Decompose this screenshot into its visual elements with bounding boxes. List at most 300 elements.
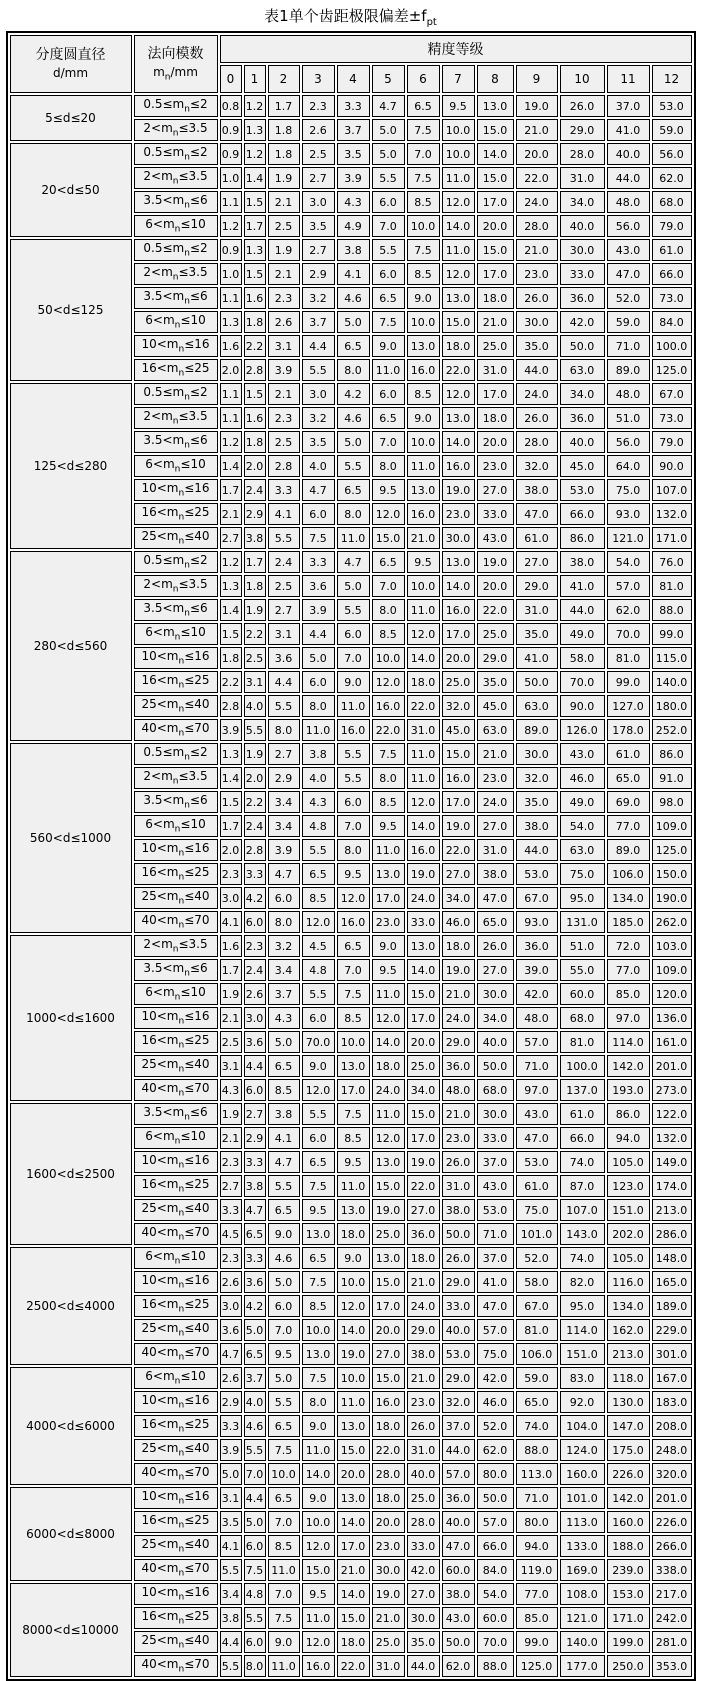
deviation-value-cell: 2.1: [268, 263, 300, 285]
deviation-value-cell: 34.0: [442, 887, 475, 909]
module-range-cell: $2<m_n\le 3.5$: [134, 575, 218, 597]
deviation-value-cell: 2.6: [268, 311, 300, 333]
deviation-value-cell: 2.1: [220, 1127, 242, 1149]
deviation-value-cell: 3.5: [220, 1511, 242, 1533]
deviation-value-cell: 26.0: [560, 95, 605, 117]
deviation-value-cell: 83.0: [560, 1367, 605, 1389]
module-range-subscript: n: [174, 1376, 181, 1387]
module-range-subscript: n: [178, 1544, 185, 1555]
deviation-value-cell: 25.0: [372, 1223, 405, 1245]
deviation-value-cell: 12.0: [442, 383, 475, 405]
deviation-value-cell: 71.0: [516, 1055, 558, 1077]
deviation-value-cell: 15.0: [407, 983, 440, 1005]
module-range-cell: $3.5<m_n\le 6$: [134, 791, 218, 813]
deviation-value-cell: 21.0: [372, 1607, 405, 1629]
table-row: [10, 1487, 692, 1509]
deviation-value-cell: 4.8: [244, 1583, 266, 1605]
deviation-value-cell: 320.0: [652, 1463, 692, 1485]
module-range-subscript: n: [178, 1400, 185, 1411]
deviation-value-cell: 17.0: [442, 791, 475, 813]
deviation-value-cell: 4.7: [244, 1199, 266, 1221]
deviation-value-cell: 2.0: [244, 455, 266, 477]
deviation-value-cell: 199.0: [607, 1631, 650, 1653]
deviation-value-cell: 68.0: [652, 191, 692, 213]
deviation-value-cell: 25.0: [477, 335, 514, 357]
deviation-value-cell: 3.4: [268, 791, 300, 813]
deviation-value-cell: 6.5: [268, 1199, 300, 1221]
deviation-value-cell: 47.0: [607, 263, 650, 285]
deviation-value-cell: 45.0: [442, 719, 475, 741]
deviation-value-cell: 40.0: [560, 431, 605, 453]
deviation-value-cell: 3.3: [244, 1247, 266, 1269]
deviation-value-cell: 52.0: [607, 287, 650, 309]
deviation-value-cell: 1.1: [220, 287, 242, 309]
deviation-value-cell: 42.0: [516, 983, 558, 1005]
deviation-value-cell: 4.2: [244, 1295, 266, 1317]
deviation-value-cell: 132.0: [652, 1127, 692, 1149]
deviation-value-cell: 7.5: [407, 119, 440, 141]
deviation-value-cell: 97.0: [607, 1007, 650, 1029]
deviation-value-cell: 160.0: [607, 1511, 650, 1533]
deviation-value-cell: 80.0: [516, 1511, 558, 1533]
deviation-value-cell: 1.9: [220, 983, 242, 1005]
deviation-value-cell: 21.0: [477, 311, 514, 333]
deviation-value-cell: 16.0: [442, 767, 475, 789]
deviation-value-cell: 6.5: [372, 407, 405, 429]
module-range-cell: $6<m_n\le 10$: [134, 311, 218, 333]
module-symbol: m: [153, 64, 165, 79]
deviation-value-cell: 189.0: [652, 1295, 692, 1317]
module-range-subscript: n: [174, 464, 181, 475]
module-range-subscript: n: [178, 1328, 185, 1339]
deviation-value-cell: 121.0: [560, 1607, 605, 1629]
module-range-cell: $40<m_n\le 70$: [134, 1079, 218, 1101]
deviation-value-cell: 12.0: [337, 887, 370, 909]
deviation-value-cell: 1.4: [244, 167, 266, 189]
deviation-value-cell: 13.0: [302, 1343, 335, 1365]
deviation-value-cell: 8.5: [337, 1127, 370, 1149]
deviation-value-cell: 5.0: [268, 1271, 300, 1293]
module-range-subscript: n: [178, 1496, 185, 1507]
deviation-value-cell: 11.0: [302, 719, 335, 741]
module-range-subscript: n: [184, 104, 190, 115]
deviation-value-cell: 190.0: [652, 887, 692, 909]
deviation-value-cell: 92.0: [560, 1391, 605, 1413]
deviation-value-cell: 5.5: [337, 743, 370, 765]
deviation-value-cell: 5.0: [220, 1463, 242, 1485]
grade-column-header: 11: [607, 65, 650, 93]
module-range-subscript: n: [184, 440, 190, 451]
deviation-value-cell: 2.1: [220, 1007, 242, 1029]
deviation-value-cell: 15.0: [302, 1559, 335, 1581]
deviation-value-cell: 1.1: [220, 383, 242, 405]
deviation-value-cell: 20.0: [477, 431, 514, 453]
deviation-value-cell: 85.0: [607, 983, 650, 1005]
deviation-value-cell: 33.0: [442, 1295, 475, 1317]
deviation-value-cell: 6.0: [244, 1079, 266, 1101]
deviation-value-cell: 64.0: [607, 455, 650, 477]
deviation-value-cell: 15.0: [477, 119, 514, 141]
deviation-value-cell: 57.0: [477, 1319, 514, 1341]
deviation-value-cell: 19.0: [442, 959, 475, 981]
deviation-value-cell: 7.5: [372, 311, 405, 333]
deviation-value-cell: 77.0: [607, 959, 650, 981]
module-range-cell: $2<m_n\le 3.5$: [134, 935, 218, 957]
deviation-value-cell: 80.0: [477, 1463, 514, 1485]
grade-column-header: 12: [652, 65, 692, 93]
deviation-value-cell: 1.2: [220, 215, 242, 237]
d-range-cell: 20<d≤50: [10, 143, 132, 237]
deviation-value-cell: 151.0: [560, 1343, 605, 1365]
deviation-value-cell: 160.0: [560, 1463, 605, 1485]
deviation-value-cell: 40.0: [477, 1031, 514, 1053]
deviation-value-cell: 67.0: [652, 383, 692, 405]
deviation-value-cell: 1.7: [220, 959, 242, 981]
deviation-value-cell: 85.0: [516, 1607, 558, 1629]
table-row: [10, 1367, 692, 1389]
module-range-cell: $0.5\le m_n\le 2$: [134, 239, 218, 261]
deviation-value-cell: 16.0: [372, 1391, 405, 1413]
deviation-value-cell: 65.0: [477, 911, 514, 933]
deviation-value-cell: 2.5: [268, 431, 300, 453]
module-range-cell: $6<m_n\le 10$: [134, 623, 218, 645]
deviation-value-cell: 62.0: [442, 1655, 475, 1677]
deviation-value-cell: 25.0: [442, 671, 475, 693]
deviation-value-cell: 132.0: [652, 503, 692, 525]
module-range-subscript: n: [172, 416, 179, 427]
module-range-cell: $0.5\le m_n\le 2$: [134, 383, 218, 405]
deviation-value-cell: 2.6: [244, 983, 266, 1005]
deviation-value-cell: 17.0: [372, 887, 405, 909]
deviation-value-cell: 18.0: [442, 335, 475, 357]
deviation-value-cell: 4.1: [337, 263, 370, 285]
deviation-value-cell: 23.0: [442, 1127, 475, 1149]
deviation-value-cell: 266.0: [652, 1535, 692, 1557]
deviation-value-cell: 126.0: [560, 719, 605, 741]
deviation-value-cell: 1.3: [244, 119, 266, 141]
title-subscript: pt: [426, 17, 437, 28]
deviation-value-cell: 118.0: [607, 1367, 650, 1389]
deviation-value-cell: 7.5: [337, 983, 370, 1005]
deviation-value-cell: 11.0: [407, 599, 440, 621]
deviation-value-cell: 5.0: [337, 431, 370, 453]
deviation-value-cell: 1.9: [268, 167, 300, 189]
deviation-value-cell: 6.0: [302, 503, 335, 525]
d-range-cell: 560<d≤1000: [10, 743, 132, 933]
module-range-subscript: n: [178, 656, 185, 667]
deviation-value-cell: 167.0: [652, 1367, 692, 1389]
deviation-value-cell: 2.7: [302, 239, 335, 261]
module-range-subscript: n: [178, 1664, 185, 1675]
deviation-value-cell: 17.0: [442, 623, 475, 645]
deviation-value-cell: 3.3: [268, 479, 300, 501]
module-range-subscript: n: [178, 1184, 185, 1195]
deviation-value-cell: 4.7: [337, 551, 370, 573]
deviation-value-cell: 34.0: [477, 1007, 514, 1029]
deviation-value-cell: 137.0: [560, 1079, 605, 1101]
deviation-value-cell: 18.0: [407, 671, 440, 693]
deviation-value-cell: 119.0: [516, 1559, 558, 1581]
deviation-value-cell: 16.0: [337, 911, 370, 933]
module-range-cell: $3.5<m_n\le 6$: [134, 959, 218, 981]
module-range-cell: $16<m_n\le 25$: [134, 1511, 218, 1533]
module-range-subscript: n: [178, 920, 185, 931]
deviation-value-cell: 21.0: [516, 119, 558, 141]
deviation-value-cell: 37.0: [477, 1247, 514, 1269]
module-range-subscript: n: [174, 1136, 181, 1147]
deviation-value-cell: 71.0: [477, 1223, 514, 1245]
deviation-value-cell: 74.0: [560, 1247, 605, 1269]
deviation-value-cell: 16.0: [407, 359, 440, 381]
deviation-value-cell: 1.5: [244, 191, 266, 213]
deviation-value-cell: 13.0: [372, 1247, 405, 1269]
module-range-cell: $25<m_n\le 40$: [134, 695, 218, 717]
deviation-value-cell: 15.0: [372, 1175, 405, 1197]
deviation-value-cell: 17.0: [337, 1079, 370, 1101]
deviation-value-cell: 33.0: [407, 1535, 440, 1557]
deviation-value-cell: 6.5: [302, 1151, 335, 1173]
deviation-value-cell: 31.0: [516, 599, 558, 621]
deviation-value-cell: 43.0: [442, 1607, 475, 1629]
deviation-value-cell: 2.8: [268, 455, 300, 477]
deviation-value-cell: 4.7: [220, 1343, 242, 1365]
deviation-value-cell: 14.0: [337, 1511, 370, 1533]
deviation-value-cell: 28.0: [372, 1463, 405, 1485]
deviation-value-cell: 5.5: [302, 839, 335, 861]
module-range-cell: $10<m_n\le 16$: [134, 1271, 218, 1293]
module-range-subscript: n: [178, 728, 185, 739]
deviation-value-cell: 183.0: [652, 1391, 692, 1413]
deviation-value-cell: 7.5: [407, 239, 440, 261]
deviation-value-cell: 7.0: [244, 1463, 266, 1485]
deviation-value-cell: 16.0: [337, 719, 370, 741]
deviation-value-cell: 1.7: [220, 815, 242, 837]
grade-column-header: 5: [372, 65, 405, 93]
deviation-value-cell: 2.5: [244, 647, 266, 669]
deviation-value-cell: 18.0: [477, 407, 514, 429]
deviation-value-cell: 3.3: [220, 1199, 242, 1221]
deviation-value-cell: 8.0: [302, 1391, 335, 1413]
grade-column-header: 9: [516, 65, 558, 93]
deviation-value-cell: 79.0: [652, 215, 692, 237]
deviation-value-cell: 25.0: [407, 1487, 440, 1509]
deviation-value-cell: 0.9: [220, 239, 242, 261]
deviation-value-cell: 89.0: [516, 719, 558, 741]
deviation-value-cell: 67.0: [516, 1295, 558, 1317]
deviation-value-cell: 30.0: [516, 743, 558, 765]
deviation-value-cell: 3.8: [337, 239, 370, 261]
table-row: [10, 239, 692, 261]
deviation-value-cell: 55.0: [560, 959, 605, 981]
deviation-value-cell: 6.0: [302, 1127, 335, 1149]
deviation-value-cell: 87.0: [560, 1175, 605, 1197]
deviation-value-cell: 70.0: [302, 1031, 335, 1053]
deviation-value-cell: 5.5: [372, 167, 405, 189]
deviation-value-cell: 188.0: [607, 1535, 650, 1557]
deviation-value-cell: 37.0: [442, 1415, 475, 1437]
deviation-value-cell: 19.0: [516, 95, 558, 117]
d-range-cell: 6000<d≤8000: [10, 1487, 132, 1581]
deviation-value-cell: 2.3: [268, 407, 300, 429]
deviation-value-cell: 4.4: [268, 671, 300, 693]
deviation-value-cell: 68.0: [560, 1007, 605, 1029]
deviation-value-cell: 8.5: [302, 1295, 335, 1317]
deviation-value-cell: 107.0: [560, 1199, 605, 1221]
module-range-subscript: n: [184, 560, 190, 571]
deviation-value-cell: 50.0: [477, 1487, 514, 1509]
deviation-value-cell: 4.8: [302, 959, 335, 981]
module-range-subscript: n: [172, 944, 179, 955]
module-range-subscript: n: [174, 824, 181, 835]
deviation-value-cell: 4.0: [244, 695, 266, 717]
deviation-value-cell: 13.0: [407, 335, 440, 357]
module-range-cell: $40<m_n\le 70$: [134, 1559, 218, 1581]
deviation-value-cell: 16.0: [302, 1655, 335, 1677]
deviation-value-cell: 15.0: [442, 743, 475, 765]
deviation-value-cell: 147.0: [607, 1415, 650, 1437]
deviation-value-cell: 44.0: [516, 839, 558, 861]
deviation-value-cell: 32.0: [516, 767, 558, 789]
deviation-value-cell: 2.4: [268, 551, 300, 573]
deviation-value-cell: 22.0: [337, 1655, 370, 1677]
deviation-value-cell: 239.0: [607, 1559, 650, 1581]
deviation-value-cell: 286.0: [652, 1223, 692, 1245]
deviation-value-cell: 66.0: [477, 1535, 514, 1557]
deviation-value-cell: 19.0: [372, 1583, 405, 1605]
table-row: [10, 143, 692, 165]
deviation-value-cell: 29.0: [560, 119, 605, 141]
deviation-value-cell: 150.0: [652, 863, 692, 885]
module-range-cell: $16<m_n\le 25$: [134, 359, 218, 381]
deviation-value-cell: 3.9: [220, 1439, 242, 1461]
deviation-value-cell: 16.0: [407, 503, 440, 525]
deviation-value-cell: 143.0: [560, 1223, 605, 1245]
deviation-value-cell: 6.5: [407, 95, 440, 117]
module-range-subscript: n: [174, 632, 181, 643]
module-range-cell: $3.5<m_n\le 6$: [134, 599, 218, 621]
deviation-value-cell: 169.0: [560, 1559, 605, 1581]
deviation-value-cell: 42.0: [407, 1559, 440, 1581]
deviation-value-cell: 10.0: [407, 311, 440, 333]
deviation-value-cell: 3.8: [244, 1175, 266, 1197]
deviation-value-cell: 5.0: [268, 1367, 300, 1389]
deviation-value-cell: 103.0: [652, 935, 692, 957]
deviation-value-cell: 86.0: [560, 527, 605, 549]
deviation-value-cell: 1.6: [244, 287, 266, 309]
deviation-value-cell: 151.0: [607, 1199, 650, 1221]
module-range-cell: $16<m_n\le 25$: [134, 1031, 218, 1053]
deviation-value-cell: 26.0: [516, 287, 558, 309]
deviation-value-cell: 213.0: [607, 1343, 650, 1365]
deviation-value-cell: 7.5: [302, 1175, 335, 1197]
deviation-value-cell: 46.0: [477, 1391, 514, 1413]
deviation-value-cell: 63.0: [560, 839, 605, 861]
module-range-subscript: n: [178, 1640, 185, 1651]
deviation-value-cell: 4.1: [220, 911, 242, 933]
deviation-value-cell: 1.7: [220, 479, 242, 501]
deviation-value-cell: 57.0: [516, 1031, 558, 1053]
deviation-value-cell: 9.5: [337, 1151, 370, 1173]
deviation-value-cell: 250.0: [607, 1655, 650, 1677]
deviation-value-cell: 100.0: [560, 1055, 605, 1077]
deviation-value-cell: 3.6: [244, 1271, 266, 1293]
deviation-value-cell: 8.0: [337, 839, 370, 861]
module-range-subscript: n: [174, 1256, 181, 1267]
deviation-value-cell: 60.0: [442, 1559, 475, 1581]
d-range-cell: 4000<d≤6000: [10, 1367, 132, 1485]
deviation-value-cell: 17.0: [372, 1295, 405, 1317]
deviation-value-cell: 30.0: [372, 1559, 405, 1581]
deviation-value-cell: 107.0: [652, 479, 692, 501]
deviation-value-cell: 65.0: [607, 767, 650, 789]
deviation-value-cell: 113.0: [516, 1463, 558, 1485]
deviation-value-cell: 8.5: [407, 263, 440, 285]
deviation-value-cell: 2.7: [268, 743, 300, 765]
deviation-value-cell: 353.0: [652, 1655, 692, 1677]
deviation-value-cell: 6.5: [372, 551, 405, 573]
deviation-value-cell: 127.0: [607, 695, 650, 717]
deviation-value-cell: 9.5: [372, 959, 405, 981]
deviation-value-cell: 20.0: [477, 215, 514, 237]
module-range-cell: $2<m_n\le 3.5$: [134, 167, 218, 189]
deviation-value-cell: 24.0: [372, 1079, 405, 1101]
deviation-value-cell: 23.0: [372, 911, 405, 933]
deviation-value-cell: 11.0: [442, 239, 475, 261]
deviation-value-cell: 39.0: [516, 959, 558, 981]
deviation-value-cell: 133.0: [560, 1535, 605, 1557]
deviation-value-cell: 43.0: [477, 1175, 514, 1197]
deviation-value-cell: 6.0: [372, 191, 405, 213]
deviation-value-cell: 90.0: [560, 695, 605, 717]
deviation-value-cell: 2.3: [220, 863, 242, 885]
module-range-subscript: n: [178, 848, 185, 859]
deviation-value-cell: 130.0: [607, 1391, 650, 1413]
deviation-value-cell: 7.5: [302, 1271, 335, 1293]
deviation-value-cell: 2.7: [244, 1103, 266, 1125]
deviation-value-cell: 70.0: [607, 623, 650, 645]
deviation-value-cell: 1.2: [244, 95, 266, 117]
module-range-subscript: n: [178, 488, 185, 499]
deviation-value-cell: 14.0: [442, 575, 475, 597]
deviation-value-cell: 66.0: [560, 1127, 605, 1149]
module-subscript: n: [164, 72, 171, 83]
deviation-value-cell: 25.0: [372, 1631, 405, 1653]
deviation-value-cell: 2.2: [244, 791, 266, 813]
deviation-value-cell: 21.0: [407, 1271, 440, 1293]
deviation-value-cell: 73.0: [652, 287, 692, 309]
deviation-value-cell: 1.9: [244, 743, 266, 765]
deviation-value-cell: 12.0: [407, 791, 440, 813]
deviation-value-cell: 27.0: [477, 479, 514, 501]
deviation-value-cell: 30.0: [407, 1607, 440, 1629]
deviation-value-cell: 8.0: [337, 503, 370, 525]
deviation-value-cell: 3.5: [337, 143, 370, 165]
deviation-value-cell: 7.5: [337, 1103, 370, 1125]
module-range-subscript: n: [178, 1280, 185, 1291]
deviation-value-cell: 93.0: [607, 503, 650, 525]
deviation-value-cell: 2.1: [220, 503, 242, 525]
deviation-value-cell: 8.5: [407, 383, 440, 405]
deviation-value-cell: 7.0: [372, 215, 405, 237]
module-range-cell: $2<m_n\le 3.5$: [134, 407, 218, 429]
module-range-cell: $16<m_n\le 25$: [134, 1295, 218, 1317]
deviation-value-cell: 98.0: [652, 791, 692, 813]
deviation-value-cell: 14.0: [407, 647, 440, 669]
module-range-cell: $25<m_n\le 40$: [134, 1055, 218, 1077]
deviation-value-cell: 23.0: [516, 263, 558, 285]
module-range-cell: $6<m_n\le 10$: [134, 215, 218, 237]
deviation-value-cell: 18.0: [407, 1247, 440, 1269]
